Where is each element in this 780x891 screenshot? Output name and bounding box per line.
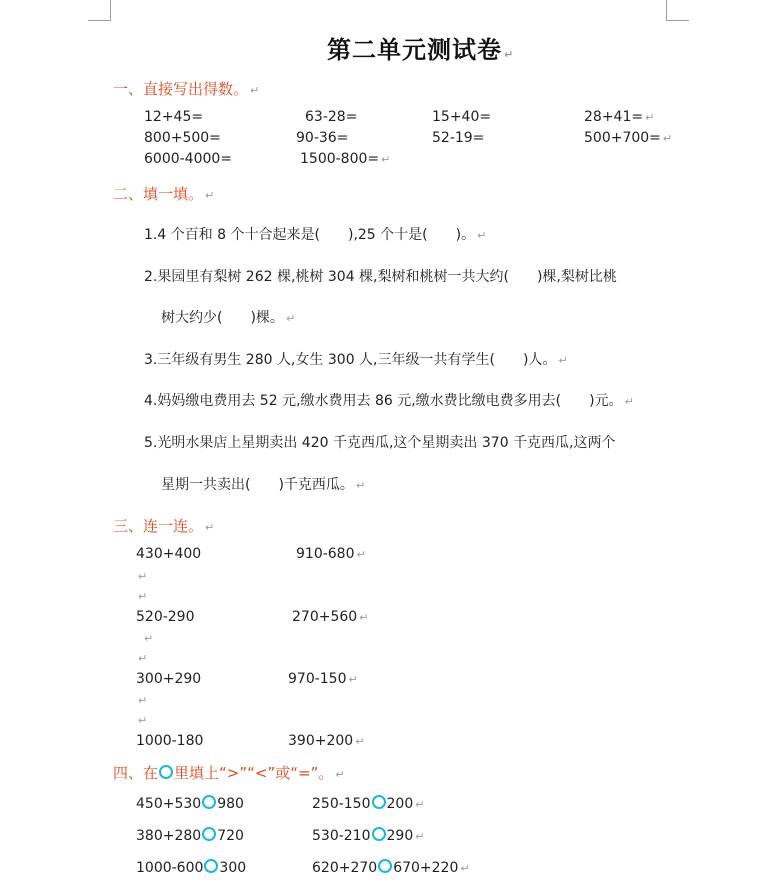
arith-item: 52-19= xyxy=(432,130,485,146)
arith-item: 12+45= xyxy=(144,109,204,125)
arith-item: 28+41= ↵ xyxy=(584,109,655,125)
arith-item: 63-28= xyxy=(305,109,358,125)
fill-question-5: 5.光明水果店上星期卖出 420 千克西瓜,这个星期卖出 370 千克西瓜,这两个 xyxy=(144,435,616,451)
fill-question-2-cont: 树大约少( )棵。 ↵ xyxy=(161,310,296,326)
compare-item: 530-210 290 ↵ xyxy=(312,828,425,844)
compare-circle[interactable] xyxy=(378,859,392,873)
compare-item: 450+530 980 xyxy=(136,796,244,812)
paragraph-mark: ↵ xyxy=(504,48,515,61)
arith-item: 90-36= xyxy=(296,130,349,146)
compare-item: 250-150 200 ↵ xyxy=(312,796,425,812)
empty-paragraph: ↵ xyxy=(138,694,148,707)
empty-paragraph: ↵ xyxy=(138,714,148,727)
empty-paragraph: ↵ xyxy=(138,590,148,603)
empty-paragraph: ↵ xyxy=(138,652,148,665)
compare-circle[interactable] xyxy=(204,859,218,873)
fill-question-3: 3.三年级有男生 280 人,女生 300 人,三年级一共有学生( )人。 ↵ xyxy=(144,352,568,368)
match-left-item: 1000-180 xyxy=(136,733,204,749)
arith-item: 15+40= xyxy=(432,109,492,125)
match-right-item: 390+200 ↵ xyxy=(288,733,365,749)
match-left-item: 300+290 xyxy=(136,671,202,687)
section-3-heading: 三、连一连。 ↵ xyxy=(113,517,215,535)
empty-paragraph: ↵ xyxy=(144,632,154,645)
circle-icon xyxy=(159,765,173,779)
fill-question-5-cont: 星期一共卖出( )千克西瓜。 ↵ xyxy=(161,477,366,493)
page-title: 第二单元测试卷 ↵ xyxy=(327,36,515,64)
compare-circle[interactable] xyxy=(372,827,386,841)
match-left-item: 430+400 xyxy=(136,546,202,562)
section-2-heading: 二、填一填。 ↵ xyxy=(113,185,215,203)
empty-paragraph: ↵ xyxy=(138,570,148,583)
fill-question-2: 2.果园里有梨树 262 棵,桃树 304 棵,梨树和桃树一共大约( )棵,梨树比桃 xyxy=(144,269,617,285)
compare-item: 620+270 670+220 ↵ xyxy=(312,860,470,876)
match-right-item: 970-150 ↵ xyxy=(288,671,358,687)
compare-circle[interactable] xyxy=(202,795,216,809)
compare-circle[interactable] xyxy=(372,795,386,809)
arith-item: 500+700= ↵ xyxy=(584,130,673,146)
crop-mark-top-left xyxy=(88,0,111,21)
match-left-item: 520-290 xyxy=(136,609,195,625)
fill-question-4: 4.妈妈缴电费用去 52 元,缴水费用去 86 元,缴水费比缴电费多用去( )元。 ↵ xyxy=(144,393,634,409)
match-right-item: 910-680 ↵ xyxy=(296,546,366,562)
match-right-item: 270+560 ↵ xyxy=(292,609,369,625)
crop-mark-top-right xyxy=(666,0,689,21)
section-4-heading: 四、在 里填上“>”“<”或“=”。 ↵ xyxy=(113,764,345,782)
compare-item: 1000-600 300 xyxy=(136,860,247,876)
compare-circle[interactable] xyxy=(202,827,216,841)
compare-item: 380+280 720 xyxy=(136,828,244,844)
arith-item: 1500-800= ↵ xyxy=(300,151,391,167)
section-1-heading: 一、直接写出得数。 ↵ xyxy=(113,80,260,98)
arith-item: 6000-4000= xyxy=(144,151,233,167)
fill-question-1: 1.4 个百和 8 个十合起来是( ),25 个十是( )。 ↵ xyxy=(144,227,487,243)
arith-item: 800+500= xyxy=(144,130,221,146)
